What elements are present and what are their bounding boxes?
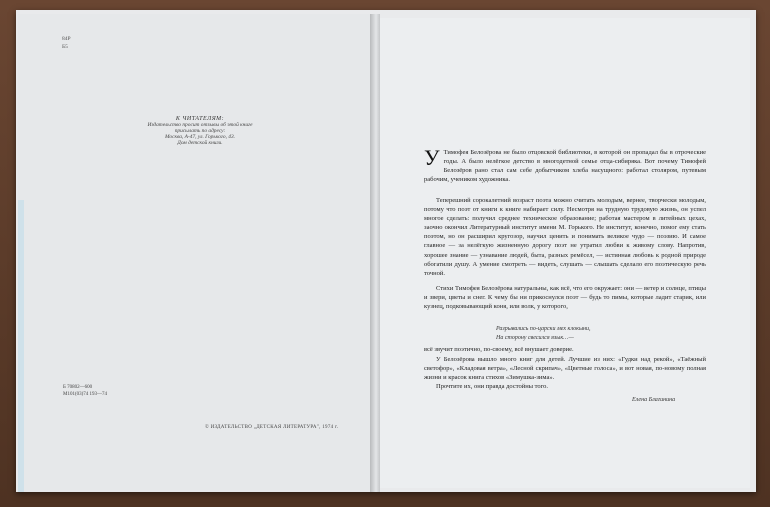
reader-notice-line: Дом детской книги. (177, 140, 223, 146)
copyright-line: © ИЗДАТЕЛЬСТВО „ДЕТСКАЯ ЛИТЕРАТУРА", 1974 г. (205, 425, 339, 430)
catalog-index (63, 385, 107, 398)
verse-line: Разрывались по-царски мех клокыни, (496, 326, 591, 332)
paragraph-4 (424, 345, 706, 354)
catalog-index-line: Б 70802—600 (63, 385, 93, 390)
paragraph-3 (424, 284, 706, 311)
catalog-index-line: М101(03)74 193—74 (63, 391, 108, 397)
left-page-edge (18, 200, 24, 492)
verse-line: На сторону свесился язык…— (496, 334, 574, 341)
reader-notice-line: присылать по адресу: (174, 128, 226, 134)
paragraph-1-text: Тимофея Белозёрова не было отцовской библиотеки, в которой он пропадал бы в отроческие годы. А было нелёгкое детство в многодетной семье отца-сибиряка. Вот почему Тимофей Белозёров рано стал сам себе добытчиком хлеба насущного: работал столяром, путевым рабочим, учеником художника. (424, 149, 706, 184)
paragraph-2-text: Теперешний сорокалетний возраст поэта можно считать молодым, вернее, творчески молодым, потому что поэт от книги к книге набирает силу. Несмотря на трудную трудовую жизнь, он успел многое сделать: получил среднее техническое образование; работая мастером в литейных цехах, заочно окончил Литературный институт имени М. Горького. Не институт, конечно, помог ему стать поэтом, но он расширил кругозор, научил ценить и понимать великое чудо — поэзию. И самое главное — за нелёгкую жизненную дорогу поэт не утратил любви к живому слову. Напротив, хорошее знание — узнавание людей, быта, разных ремёсел, — истинная любовь к родной природе обогатили душу. А умение смотреть — видеть, слушать — слышать сделало его поэтическую речь точной. (424, 197, 706, 277)
reader-notice-line: Москва, А-47, ул. Горького, 43. (164, 134, 236, 140)
reader-notice-title: К ЧИТАТЕЛЯМ: (175, 116, 225, 122)
left-page (18, 14, 371, 492)
paragraph-5-text: У Белозёрова вышло много книг для детей. Лучшие из них: «Гудки над рекой», «Таёжный светофор», «Кладовая ветра», «Лесной скрипач», «Цветные голоса», и вот новая, по-новому полная жизни и красок книга стихов «Зимушка-зима». (424, 356, 706, 382)
book-gutter (370, 14, 380, 492)
paragraph-5 (424, 355, 706, 382)
paragraph-6-text: Прочтите их, они правда достойны того. (436, 383, 549, 390)
reader-notice-line: Издательство просит отзывы об этой книге (147, 122, 253, 128)
paragraph-3-text: Стихи Тимофея Белозёрова натуральны, как всё, что его окружает: они — ветер и солнце, птицы и звери, цветы и снег. К чему бы ни прикоснулся поэт — будь то пимы, которые ладит старик, или кузнец, подковывающий коня, или волк, у которого, (424, 285, 706, 311)
paragraph-4-text: всё звучит поэтично, по-своему, всё внушает доверие. (424, 346, 574, 353)
library-code-line: 84Р (62, 36, 71, 42)
reader-notice (120, 116, 280, 146)
author-signature: Елена Благинина (632, 397, 676, 403)
paragraph-2 (424, 196, 706, 278)
paragraph-6 (424, 382, 706, 391)
verse-quote (496, 325, 676, 342)
drop-cap: У (424, 145, 440, 170)
library-code-line: Б5 (62, 43, 68, 50)
paragraph-1 (424, 145, 706, 184)
library-code (62, 36, 71, 51)
